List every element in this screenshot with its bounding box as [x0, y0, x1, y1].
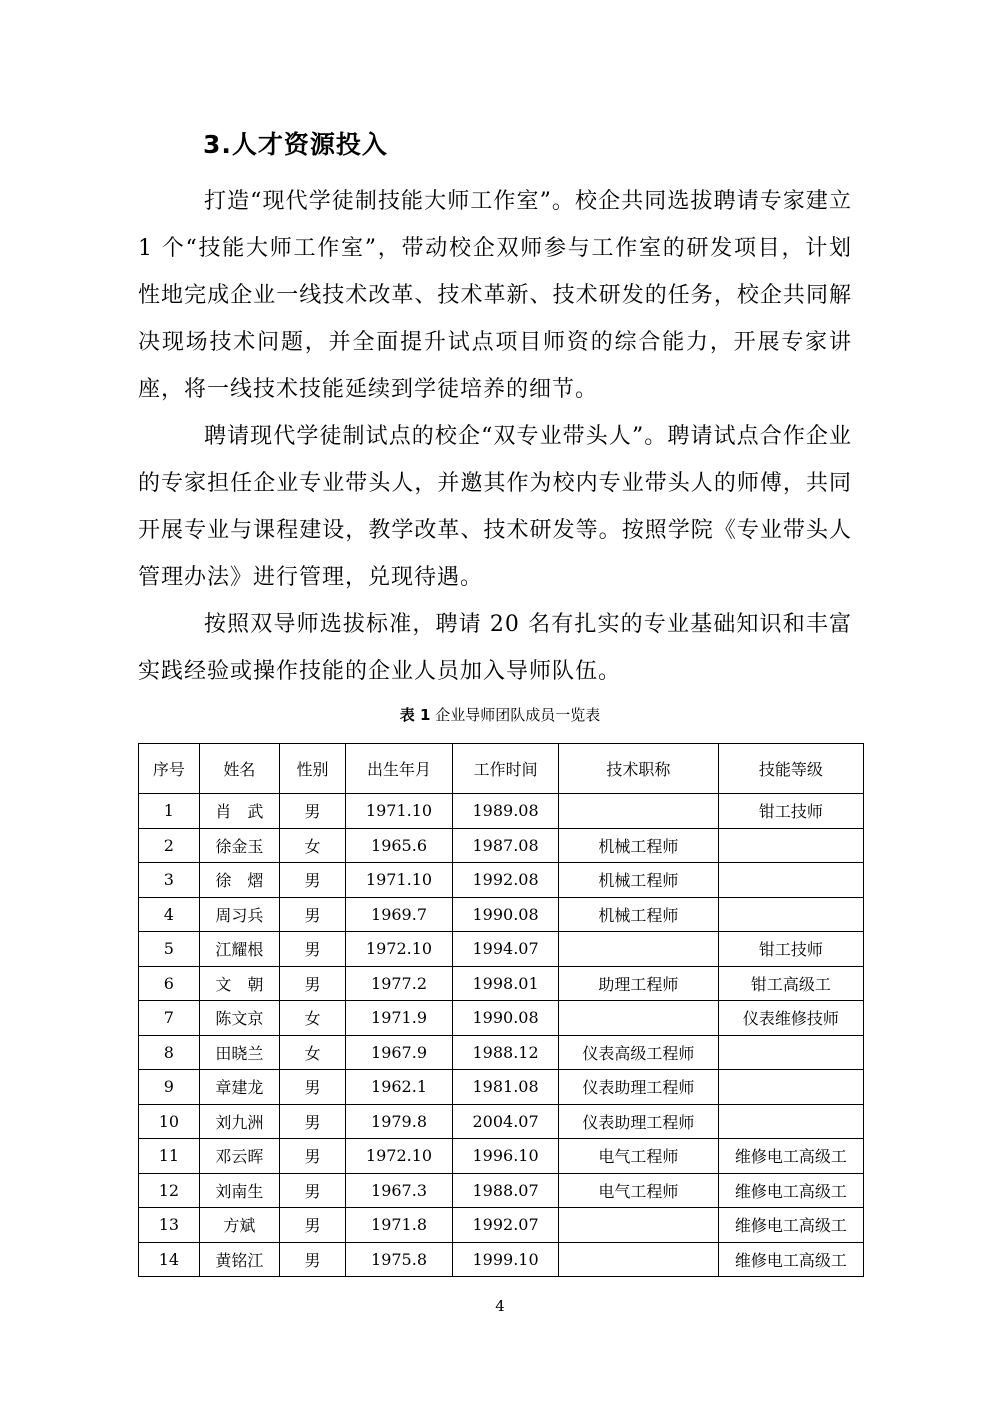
- table-row: [139, 897, 864, 932]
- cell-gender: 男: [280, 1104, 346, 1139]
- cell-title: [559, 1208, 719, 1243]
- cell-birth: 1971.10: [345, 794, 452, 829]
- page-number: 4: [495, 1297, 505, 1315]
- cell-skill-level: 钳工技师: [718, 932, 863, 967]
- cell-title: 机械工程师: [559, 897, 719, 932]
- cell-skill-level: 维修电工高级工: [718, 1208, 863, 1243]
- cell-gender: 女: [280, 1035, 346, 1070]
- cell-index: 3: [139, 863, 200, 898]
- cell-gender: 男: [280, 932, 346, 967]
- cell-gender: 男: [280, 1139, 346, 1174]
- cell-skill-level: [718, 1035, 863, 1070]
- cell-index: 4: [139, 897, 200, 932]
- cell-name: 刘南生: [199, 1173, 279, 1208]
- table-row: [139, 794, 864, 829]
- paragraph: 打造“现代学徒制技能大师工作室”。校企共同选拔聘请专家建立 1 个“技能大师工作室”，带动校企双师参与工作室的研发项目，计划性地完成企业一线技术改革、技术革新、技术研发的任务，校企共同解决现场技术问题，并全面提升试点项目师资的综合能力，开展专家讲座，将一线技术技能延续到学徒培养的细节。: [138, 189, 852, 402]
- paragraph: 聘请现代学徒制试点的校企“双专业带头人”。聘请试点合作企业的专家担任企业专业带头人，并邀其作为校内专业带头人的师傅，共同开展专业与课程建设，教学改革、技术研发等。按照学院《专业带头人管理办法》进行管理，兑现待遇。: [138, 424, 852, 590]
- cell-name: 江耀根: [199, 932, 279, 967]
- cell-index: 13: [139, 1208, 200, 1243]
- cell-title: 仪表高级工程师: [559, 1035, 719, 1070]
- cell-name: 文 朝: [199, 966, 279, 1001]
- cell-skill-level: 钳工高级工: [718, 966, 863, 1001]
- cell-index: 10: [139, 1104, 200, 1139]
- cell-birth: 1967.3: [345, 1173, 452, 1208]
- section-heading: 3.人才资源投入: [203, 130, 388, 159]
- cell-birth: 1967.9: [345, 1035, 452, 1070]
- cell-gender: 男: [280, 1173, 346, 1208]
- cell-title: 机械工程师: [559, 828, 719, 863]
- cell-birth: 1979.8: [345, 1104, 452, 1139]
- cell-gender: 女: [280, 828, 346, 863]
- cell-name: 黄铭江: [199, 1242, 279, 1277]
- cell-work-start: 1992.07: [453, 1208, 559, 1243]
- table-header-row: [139, 744, 864, 794]
- cell-birth: 1975.8: [345, 1242, 452, 1277]
- cell-name: 邓云晖: [199, 1139, 279, 1174]
- cell-gender: 男: [280, 1070, 346, 1105]
- cell-work-start: 1987.08: [453, 828, 559, 863]
- table-row: [139, 932, 864, 967]
- cell-skill-level: [718, 897, 863, 932]
- cell-work-start: 1999.10: [453, 1242, 559, 1277]
- cell-gender: 男: [280, 897, 346, 932]
- cell-birth: 1971.9: [345, 1001, 452, 1036]
- header-title: 技术职称: [559, 744, 719, 794]
- table-row: [139, 1173, 864, 1208]
- cell-skill-level: [718, 1104, 863, 1139]
- cell-index: 2: [139, 828, 200, 863]
- cell-skill-level: [718, 1070, 863, 1105]
- cell-name: 徐 熠: [199, 863, 279, 898]
- cell-title: [559, 1242, 719, 1277]
- cell-title: 电气工程师: [559, 1173, 719, 1208]
- cell-name: 徐金玉: [199, 828, 279, 863]
- table-row: [139, 1208, 864, 1243]
- cell-work-start: 1990.08: [453, 1001, 559, 1036]
- cell-name: 田晓兰: [199, 1035, 279, 1070]
- cell-index: 6: [139, 966, 200, 1001]
- cell-birth: 1965.6: [345, 828, 452, 863]
- cell-name: 陈文京: [199, 1001, 279, 1036]
- cell-index: 8: [139, 1035, 200, 1070]
- cell-skill-level: 维修电工高级工: [718, 1242, 863, 1277]
- cell-skill-level: 钳工技师: [718, 794, 863, 829]
- table-caption: [0, 702, 1000, 728]
- cell-title: 助理工程师: [559, 966, 719, 1001]
- cell-gender: 男: [280, 794, 346, 829]
- cell-work-start: 1998.01: [453, 966, 559, 1001]
- cell-title: 电气工程师: [559, 1139, 719, 1174]
- cell-birth: 1977.2: [345, 966, 452, 1001]
- header-gender: 性别: [280, 744, 346, 794]
- table-row: [139, 1139, 864, 1174]
- cell-gender: 女: [280, 1001, 346, 1036]
- table-row: [139, 1001, 864, 1036]
- cell-index: 14: [139, 1242, 200, 1277]
- cell-work-start: 1990.08: [453, 897, 559, 932]
- cell-index: 12: [139, 1173, 200, 1208]
- cell-work-start: 1996.10: [453, 1139, 559, 1174]
- cell-birth: 1972.10: [345, 1139, 452, 1174]
- cell-work-start: 1988.07: [453, 1173, 559, 1208]
- cell-index: 9: [139, 1070, 200, 1105]
- cell-skill-level: 仪表维修技师: [718, 1001, 863, 1036]
- table-row: [139, 966, 864, 1001]
- body-text: [138, 178, 852, 695]
- cell-name: 章建龙: [199, 1070, 279, 1105]
- cell-skill-level: 维修电工高级工: [718, 1173, 863, 1208]
- cell-index: 7: [139, 1001, 200, 1036]
- cell-work-start: 1981.08: [453, 1070, 559, 1105]
- cell-index: 5: [139, 932, 200, 967]
- table-caption-label: 表 1: [399, 706, 431, 724]
- cell-work-start: 2004.07: [453, 1104, 559, 1139]
- cell-name: 周习兵: [199, 897, 279, 932]
- cell-gender: 男: [280, 863, 346, 898]
- cell-work-start: 1988.12: [453, 1035, 559, 1070]
- cell-gender: 男: [280, 966, 346, 1001]
- cell-skill-level: 维修电工高级工: [718, 1139, 863, 1174]
- mentor-table: [138, 743, 864, 1277]
- cell-gender: 男: [280, 1242, 346, 1277]
- table-body: [139, 794, 864, 1277]
- cell-birth: 1972.10: [345, 932, 452, 967]
- cell-birth: 1971.10: [345, 863, 452, 898]
- cell-birth: 1971.8: [345, 1208, 452, 1243]
- cell-index: 11: [139, 1139, 200, 1174]
- cell-work-start: 1994.07: [453, 932, 559, 967]
- cell-name: 刘九洲: [199, 1104, 279, 1139]
- cell-work-start: 1989.08: [453, 794, 559, 829]
- cell-title: [559, 932, 719, 967]
- cell-birth: 1962.1: [345, 1070, 452, 1105]
- table-row: [139, 863, 864, 898]
- cell-title: [559, 1001, 719, 1036]
- cell-index: 1: [139, 794, 200, 829]
- header-name: 姓名: [199, 744, 279, 794]
- paragraph: 按照双导师选拔标准，聘请 20 名有扎实的专业基础知识和丰富实践经验或操作技能的企业人员加入导师队伍。: [138, 612, 852, 684]
- table-row: [139, 1242, 864, 1277]
- header-birth: 出生年月: [345, 744, 452, 794]
- cell-birth: 1969.7: [345, 897, 452, 932]
- header-work-start: 工作时间: [453, 744, 559, 794]
- cell-skill-level: [718, 828, 863, 863]
- cell-name: 肖 武: [199, 794, 279, 829]
- header-skill-level: 技能等级: [718, 744, 863, 794]
- table-caption-title: 企业导师团队成员一览表: [435, 706, 601, 724]
- table-row: [139, 1035, 864, 1070]
- cell-work-start: 1992.08: [453, 863, 559, 898]
- cell-title: [559, 794, 719, 829]
- cell-title: 仪表助理工程师: [559, 1070, 719, 1105]
- table-row: [139, 1070, 864, 1105]
- cell-title: 机械工程师: [559, 863, 719, 898]
- table-row: [139, 828, 864, 863]
- header-index: 序号: [139, 744, 200, 794]
- cell-name: 方斌: [199, 1208, 279, 1243]
- cell-title: 仪表助理工程师: [559, 1104, 719, 1139]
- table-row: [139, 1104, 864, 1139]
- cell-gender: 男: [280, 1208, 346, 1243]
- cell-skill-level: [718, 863, 863, 898]
